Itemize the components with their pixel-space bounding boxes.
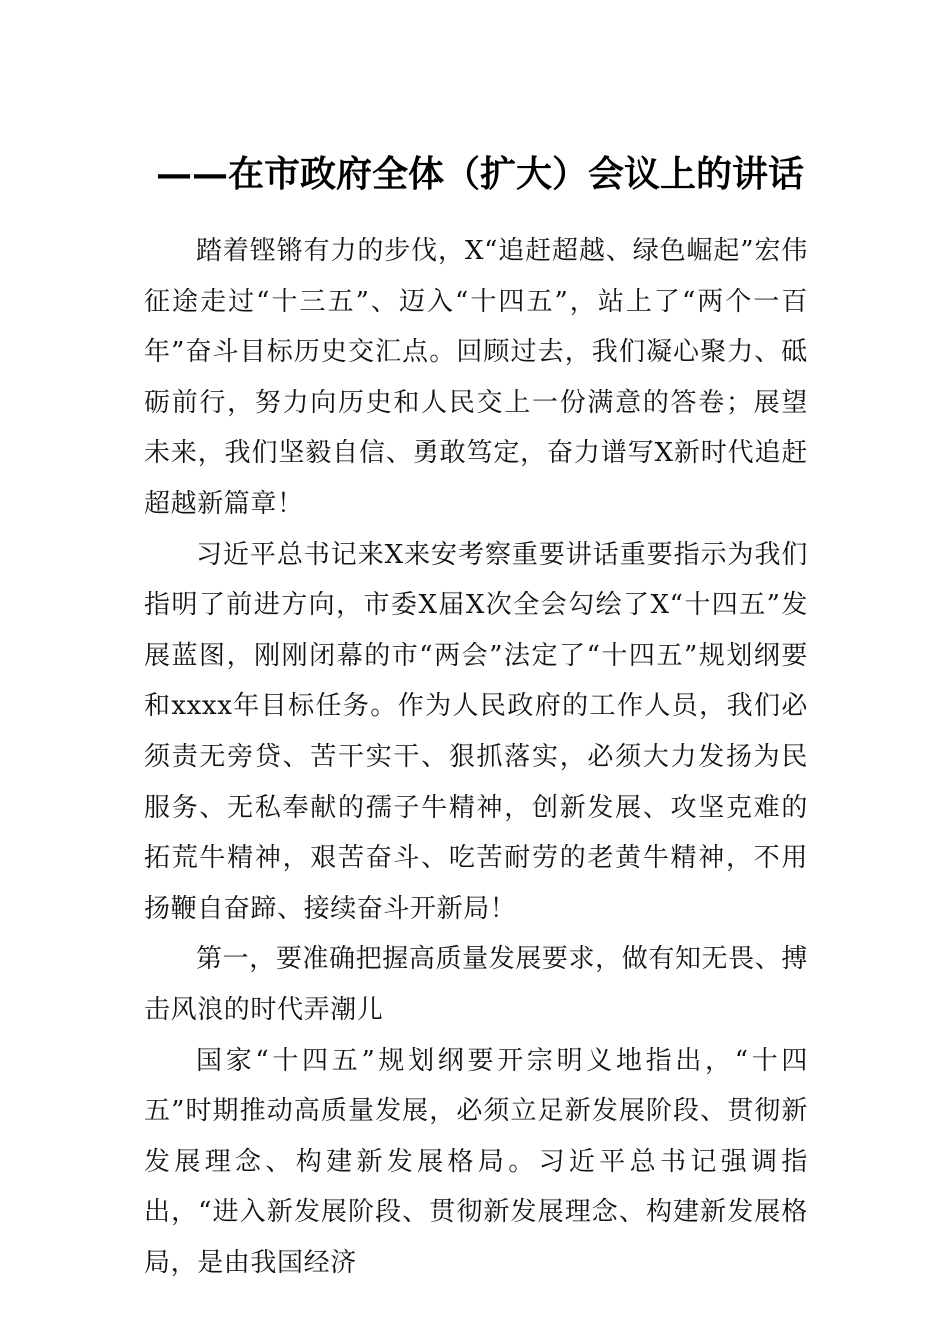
document-body (144, 226, 808, 1288)
document-title: ——在市政府全体（扩大）会议上的讲话 (155, 153, 804, 195)
paragraph-direction: 习近平总书记来X来安考察重要讲话重要指示为我们指明了前进方向，市委X届X次全会勾绘了X“十四五”发展蓝图，刚刚闭幕的市“两会”法定了“十四五”规划纲要和xxxx年目标任务。作为人民政府的工作人员，我们必须责无旁贷、苦干实干、狠抓落实，必须大力发扬为民服务、无私奉献的孺子牛精神，创新发展、攻坚克难的拓荒牛精神，艰苦奋斗、吃苦耐劳的老黄牛精神，不用扬鞭自奋蹄、接续奋斗开新局！ (144, 539, 808, 924)
section-heading-first: 第一，要准确把握高质量发展要求，做有知无畏、搏击风浪的时代弄潮儿 (144, 944, 808, 1025)
paragraph-intro: 踏着铿锵有力的步伐，X“追赶超越、绿色崛起”宏伟征途走过“十三五”、迈入“十四五”，站上了“两个一百年”奋斗目标历史交汇点。回顾过去，我们凝心聚力、砥砺前行，努力向历史和人民交上一份满意的答卷；展望未来，我们坚毅自信、勇敢笃定，奋力谱写X新时代追赶超越新篇章！ (144, 236, 808, 519)
paragraph-high-quality-development: 国家“十四五”规划纲要开宗明义地指出，“十四五”时期推动高质量发展，必须立足新发展阶段、贯彻新发展理念、构建新发展格局。习近平总书记强调指出，“进入新发展阶段、贯彻新发展理念、构建新发展格局，是由我国经济 (144, 1045, 808, 1278)
